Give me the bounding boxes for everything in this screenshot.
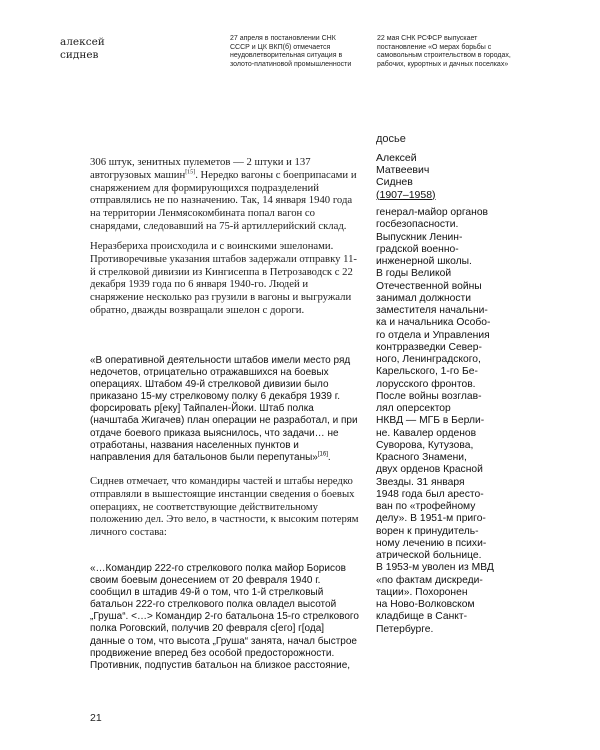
bio-line: градской военно- bbox=[376, 243, 459, 255]
timeline-note-may: 22 мая СНК РСФСР выпускает постановление «О мерах борьбы с самовольным строительством в городах, рабочих, курортных и дачных поселках» bbox=[377, 35, 511, 68]
quote-text: «В оперативной деятельности штабов имели место ряд недочетов, отрицательно отражавшихся на боевых операциях. Штабом 49-й стрелковой дивизии было приказано 15-му стрелковому полку 6 декабря 1939 г. форсировать р[еку] Тайпален-Йоки. Штаб полка (начштаба Жигачев) план операции не разработал, и при отдаче боевого приказа выяснилось, что задачи… не отработаны, названия населенных пунктов и направления для батальонов были перепутаны» bbox=[90, 355, 358, 463]
bio-line: генерал-майор органов bbox=[376, 207, 489, 218]
bio-line: В 1953-м уволен из МВД bbox=[376, 562, 494, 574]
body-paragraph-1 bbox=[90, 156, 360, 233]
bio-line: ному лечению в психи- bbox=[376, 537, 487, 549]
bio-line: Петербурге. bbox=[376, 623, 434, 635]
paragraph-text: Неразбериха происходила и с воинскими эшелонами. Противоречивые указания штабов задержали отправку 11-й стрелковой дивизии из Кингисеппа в Петрозаводск с 22 декабря 1939 года по 6 января 1940-го. Людей и снаряжение несколько раз грузили в вагоны и выгружали обратно, дважды возвращали эшелон с дороги. bbox=[90, 240, 357, 316]
bio-line: ка и начальника Особо- bbox=[376, 317, 491, 329]
bio-line: «по фактам дискреди- bbox=[376, 574, 483, 586]
bio-line: Звезды. 31 января bbox=[376, 476, 465, 488]
author-name bbox=[60, 36, 210, 62]
dossier-person-name bbox=[376, 152, 526, 201]
bio-line: атрической больнице. bbox=[376, 550, 482, 561]
bio-line: контрразведки Север- bbox=[376, 341, 482, 353]
bio-line: Карельского, 1-го Бе- bbox=[376, 366, 478, 378]
quote-end: . bbox=[327, 451, 331, 463]
bio-line: лорусского фронтов. bbox=[376, 378, 476, 390]
page-number: 21 bbox=[90, 712, 102, 724]
bio-line: кладбище в Санкт- bbox=[376, 611, 468, 623]
bio-line: не. Кавалер орденов bbox=[376, 427, 477, 439]
bio-line: Выпускник Ленин- bbox=[376, 231, 463, 243]
dossier-label: досье bbox=[376, 133, 406, 145]
bio-line: НКВД — МГБ в Берли- bbox=[376, 415, 485, 427]
timeline-note-april: 27 апреля в постановлении СНК СССР и ЦК ВКП(б) отмечается неудовлетворительная ситуация в золото-платиновой промышленности bbox=[230, 35, 352, 68]
bio-line: заместителя начальни- bbox=[376, 305, 488, 316]
bio-line: ворен к принудитель- bbox=[376, 525, 479, 537]
bio-line: тации». Похоронен bbox=[376, 586, 468, 598]
bio-line: ван по «трофейному bbox=[376, 501, 476, 512]
dossier-patronymic: Матвеевич bbox=[376, 164, 430, 177]
dossier-first-name: Алексей bbox=[376, 152, 417, 164]
bio-line: лял оперсектор bbox=[376, 403, 451, 414]
bio-line: Красного Знамени, bbox=[376, 452, 467, 463]
archival-quote-1 bbox=[90, 355, 360, 464]
bio-line: Суворова, Кутузова, bbox=[376, 439, 474, 451]
bio-line: занимал должности bbox=[376, 292, 471, 304]
paragraph-text: Сиднев отмечает, что командиры частей и штабы нередко отправляли в вышестоящие инстанции сведения о боевых операциях, не соответствующие действительному положению дел. Это вело, в частности, к высоким потерям личного состава: bbox=[90, 475, 359, 538]
bio-line: инженерной школы. bbox=[376, 256, 472, 267]
dossier-last-name: Сиднев bbox=[376, 176, 413, 189]
dossier-biography bbox=[376, 207, 526, 636]
bio-line: ного, Ленинградского, bbox=[376, 354, 481, 365]
bio-line: После войны возглав- bbox=[376, 390, 482, 402]
bio-line: госбезопасности. bbox=[376, 219, 459, 231]
footnote-ref: [16] bbox=[317, 451, 328, 458]
quote-text: «…Командир 222-го стрелкового полка майор Борисов своим боевым донесением от 20 февраля 1940 г. сообщил в штадив 49-й о том, что 1-й стрелковый батальон 222-го стрелкового полка овладел высотой „Груша“. <…> Командир 2-го батальона 15-го стрелкового полка Роговский, получив 20 февраля с[его] г[ода] данные о том, что высота „Груша“ занята, начал быстрое продвижение вперед без особой предосторожности. Противник, подпустив батальон на близкое расстояние, bbox=[90, 563, 359, 671]
author-last-name: сиднев bbox=[60, 49, 99, 61]
body-paragraph-2 bbox=[90, 240, 360, 317]
dossier-life-years: (1907–1958) bbox=[376, 188, 436, 201]
paragraph-text: 306 штук, зенитных пулеметов — 2 штуки и 137 автогрузовых машин bbox=[90, 156, 311, 181]
author-first-name: алексей bbox=[60, 36, 105, 48]
paragraph-text: . Нередко вагоны с боеприпасами и снаряжением для формирующихся подразделений отправлялись не по назначению. Так, 14 января 1940 года на территории Ленмясокомбината попал вагон со снарядами, следовавший на 75-й артиллерийский склад. bbox=[90, 168, 357, 232]
bio-line: Отечественной войны bbox=[376, 280, 482, 292]
archival-quote-2 bbox=[90, 563, 360, 672]
body-paragraph-3 bbox=[90, 475, 360, 539]
bio-line: делу». В 1951-м приго- bbox=[376, 513, 486, 525]
bio-line: го отдела и Управления bbox=[376, 329, 490, 341]
bio-line: двух орденов Красной bbox=[376, 464, 483, 476]
bio-line: В годы Великой bbox=[376, 268, 452, 280]
bio-line: на Ново-Волковском bbox=[376, 599, 475, 610]
bio-line: 1948 года был аресто- bbox=[376, 488, 484, 500]
footnote-ref: [15] bbox=[185, 169, 196, 176]
